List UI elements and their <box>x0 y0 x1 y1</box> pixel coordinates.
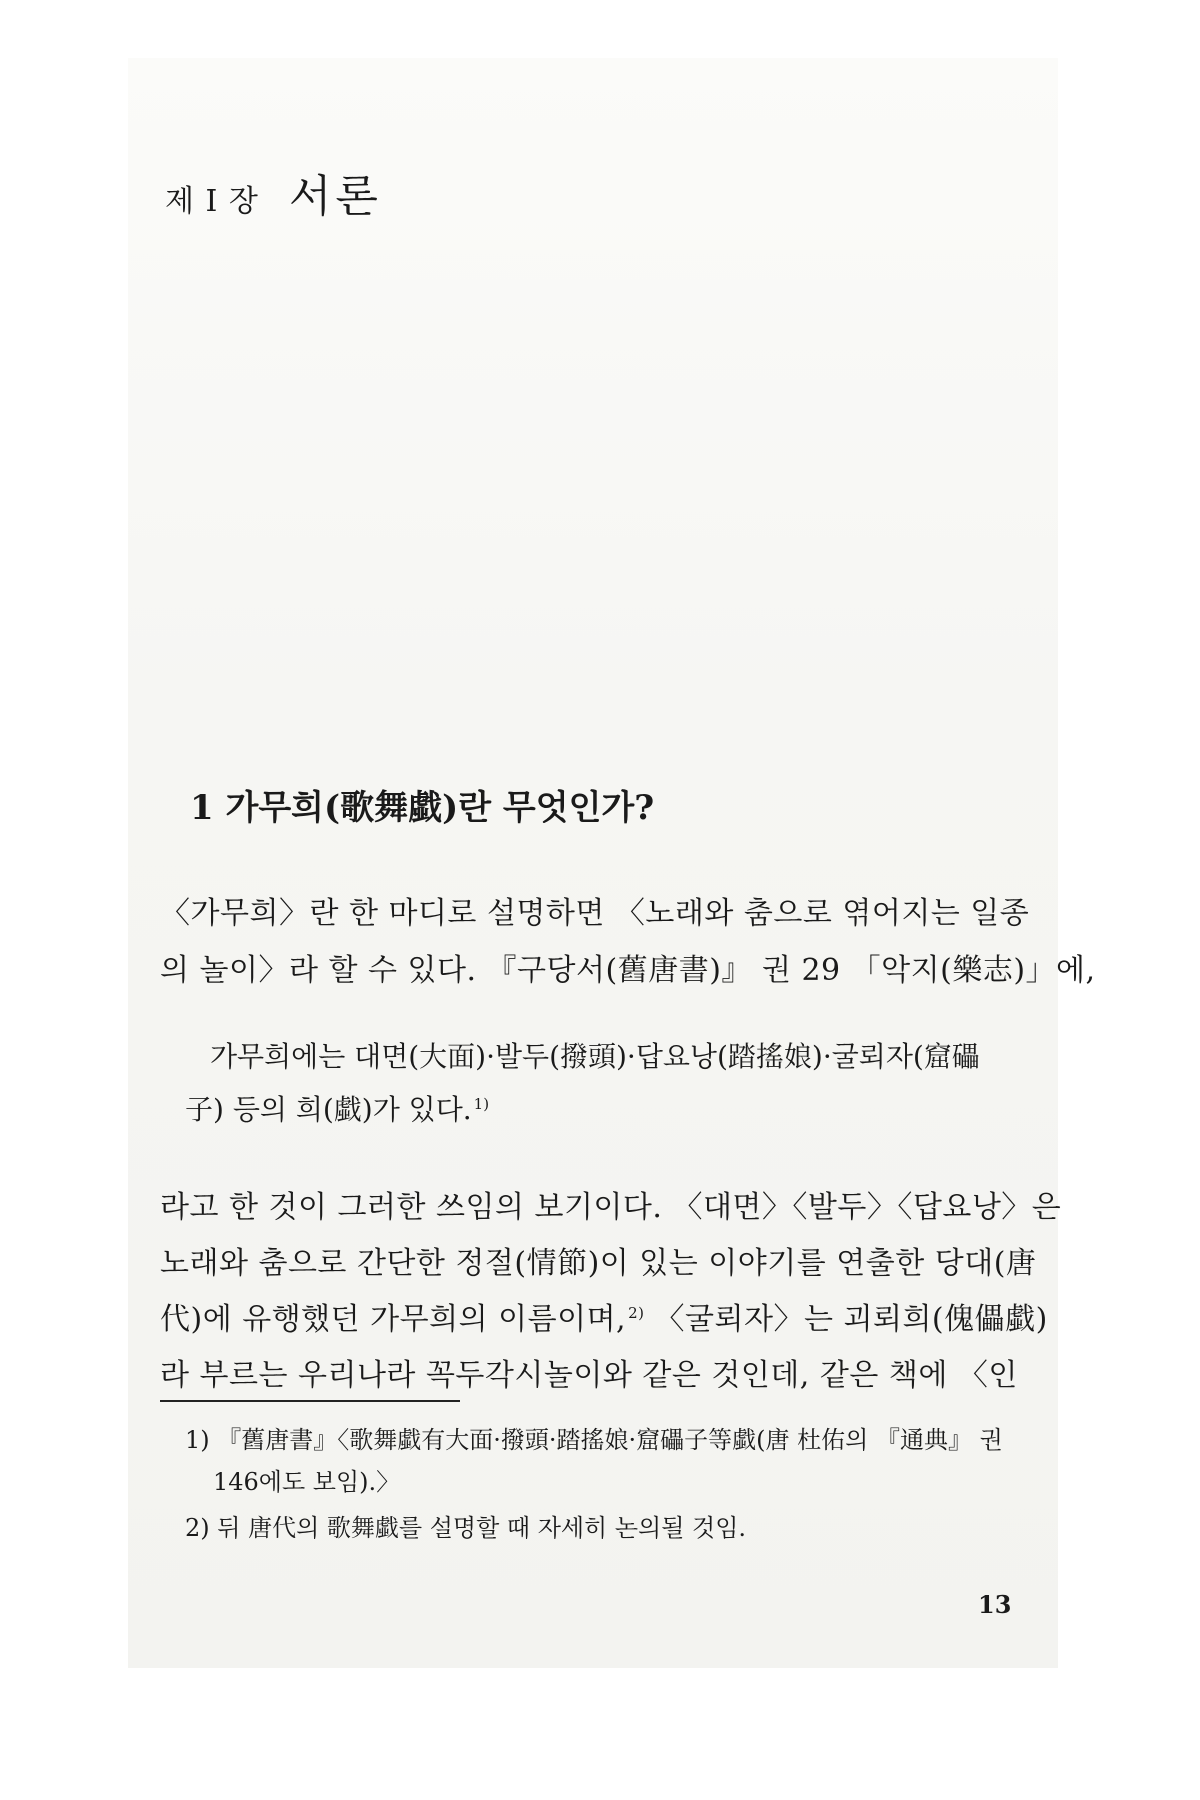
page-number: 13 <box>978 1590 1012 1619</box>
chapter-label: 제 I 장 <box>165 184 259 219</box>
footnote: 146에도 보임).〉 <box>213 1468 401 1496</box>
footnote-marker: 2) <box>628 1304 645 1322</box>
block-quote-line: 가무희에는 대면(大面)·발두(撥頭)·답요낭(踏搖娘)·굴뢰자(窟礧 <box>210 1040 980 1073</box>
body-text: 代)에 유행했던 가무희의 이름이며, <box>160 1302 627 1337</box>
body-line <box>160 1294 1048 1338</box>
block-quote-line <box>185 1088 489 1128</box>
body-line: 라고 한 것이 그러한 쓰임의 보기이다. 〈대면〉〈발두〉〈답요낭〉은 <box>160 1190 1062 1225</box>
chapter-title: 서론 <box>288 171 382 222</box>
body-line: 의 놀이〉라 할 수 있다. 『구당서(舊唐書)』 권 29 「악지(樂志)」에, <box>160 953 1096 988</box>
body-line: 〈가무희〉란 한 마디로 설명하면 〈노래와 춤으로 엮어지는 일종 <box>160 896 1030 931</box>
body-text: 〈굴뢰자〉는 괴뢰희(傀儡戱) <box>644 1302 1048 1337</box>
footnote-marker: 1) <box>473 1094 490 1113</box>
chapter-heading <box>165 160 382 224</box>
block-quote-text: 子) 등의 희(戱)가 있다. <box>185 1093 472 1126</box>
body-line: 라 부르는 우리나라 꼭두각시놀이와 같은 것인데, 같은 책에 〈인 <box>160 1358 1018 1393</box>
body-line: 노래와 춤으로 간단한 정절(情節)이 있는 이야기를 연출한 당대(唐 <box>160 1246 1037 1281</box>
footnote-divider <box>160 1400 460 1402</box>
section-heading: 1 가무희(歌舞戱)란 무엇인가? <box>190 788 655 828</box>
footnote: 2) 뒤 唐代의 歌舞戱를 설명할 때 자세히 논의될 것임. <box>185 1514 747 1542</box>
footnote: 1) 『舊唐書』〈歌舞戱有大面·撥頭·踏搖娘·窟礧子等戱(唐 杜佑의 『通典』 권 <box>185 1426 1003 1454</box>
